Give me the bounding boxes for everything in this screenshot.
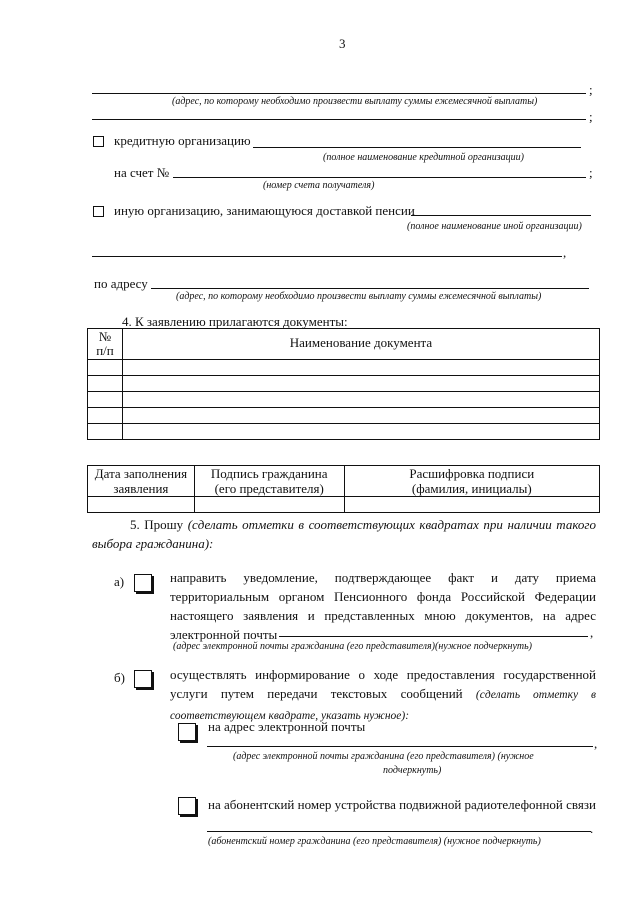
option-b-line3-text: соответствующем квадрате, указать нужное): bbox=[170, 710, 410, 722]
table-row[interactable] bbox=[88, 497, 600, 513]
sub2-checkbox[interactable] bbox=[178, 797, 196, 815]
address-semicolon-2: ; bbox=[589, 109, 593, 124]
other-org-comma: , bbox=[563, 245, 567, 260]
request-lead-italic2: выбора гражданина): bbox=[92, 536, 214, 551]
option-a-line1: направить уведомление, подтверждающее факт и дату приема bbox=[170, 570, 596, 585]
documents-header-num-line2: п/п bbox=[96, 343, 114, 358]
other-org-line[interactable] bbox=[411, 215, 591, 216]
sub1-caption-1: (адрес электронной почты гражданина (его представителя) (нужное bbox=[233, 751, 534, 762]
credit-org-caption: (полное наименование кредитной организации) bbox=[323, 152, 524, 163]
option-a-line3: настоящего заявления и представленных мною документов, на адрес bbox=[170, 608, 596, 623]
address2-caption: (адрес, по которому необходимо произвести выплату суммы ежемесячной выплаты) bbox=[176, 291, 542, 302]
documents-table bbox=[87, 328, 600, 440]
sub1-caption-2: подчеркнуть) bbox=[383, 765, 442, 776]
signature-header-name-line2: (фамилия, инициалы) bbox=[411, 481, 532, 496]
signature-header-name-line1: Расшифровка подписи bbox=[409, 466, 535, 481]
credit-org-line[interactable] bbox=[253, 147, 581, 148]
table-cell[interactable] bbox=[122, 424, 599, 440]
signature-cell[interactable] bbox=[194, 497, 344, 513]
address2-line[interactable] bbox=[151, 288, 589, 289]
other-org-caption: (полное наименование иной организации) bbox=[407, 221, 582, 232]
option-b-line2 bbox=[170, 684, 596, 705]
sub2-line[interactable] bbox=[207, 831, 591, 832]
signature-header-name bbox=[344, 466, 599, 497]
signature-header-date bbox=[88, 466, 195, 497]
option-b-line2b: (сделать отметку в bbox=[475, 689, 596, 701]
signature-header-sign-line1: Подпись гражданина bbox=[210, 466, 328, 481]
option-a-email-line[interactable] bbox=[279, 636, 588, 637]
table-row[interactable] bbox=[88, 392, 600, 408]
account-semicolon: ; bbox=[589, 165, 593, 180]
request-lead bbox=[130, 517, 596, 533]
request-lead-line1 bbox=[130, 517, 596, 533]
table-cell[interactable] bbox=[88, 408, 123, 424]
account-caption: (номер счета получателя) bbox=[263, 180, 375, 191]
option-b-text bbox=[170, 665, 596, 726]
address2-label: по адресу bbox=[94, 276, 148, 291]
option-a-marker: а) bbox=[114, 574, 125, 589]
table-cell[interactable] bbox=[88, 424, 123, 440]
signature-table bbox=[87, 465, 600, 513]
table-row[interactable] bbox=[88, 360, 600, 376]
request-lead-line2 bbox=[92, 536, 213, 552]
option-a-caption: (адрес электронной почты гражданина (его представителя)(нужное подчеркнуть) bbox=[173, 641, 533, 652]
sub1-comma: , bbox=[594, 736, 598, 751]
table-cell[interactable] bbox=[88, 392, 123, 408]
credit-org-label: кредитную организацию bbox=[114, 133, 251, 148]
sub1-line[interactable] bbox=[207, 746, 593, 747]
table-cell[interactable] bbox=[88, 360, 123, 376]
address-line-1[interactable] bbox=[92, 93, 586, 94]
table-cell[interactable] bbox=[122, 360, 599, 376]
documents-heading: 4. К заявлению прилагаются документы: bbox=[122, 314, 348, 329]
table-row[interactable] bbox=[88, 376, 600, 392]
table-cell[interactable] bbox=[88, 376, 123, 392]
documents-header-num bbox=[88, 329, 123, 360]
other-org-label: иную организацию, занимающуюся доставкой пенсии bbox=[114, 203, 415, 218]
credit-org-checkbox[interactable] bbox=[93, 136, 104, 147]
page-number: 3 bbox=[339, 36, 346, 51]
documents-header-name: Наименование документа bbox=[122, 329, 599, 360]
signature-header-date-line2: заявления bbox=[113, 481, 169, 496]
option-a-line2: территориальным органом Пенсионного фонда Российской Федерации bbox=[170, 589, 596, 604]
sub2-label: на абонентский номер устройства подвижной радиотелефонной связи bbox=[208, 797, 596, 812]
other-org-checkbox[interactable] bbox=[93, 206, 104, 217]
option-b-marker: б) bbox=[114, 670, 125, 685]
option-a-checkbox[interactable] bbox=[134, 574, 152, 592]
sub1-checkbox[interactable] bbox=[178, 723, 196, 741]
other-org-line-2[interactable] bbox=[92, 256, 562, 257]
signature-header-sign bbox=[194, 466, 344, 497]
option-b-checkbox[interactable] bbox=[134, 670, 152, 688]
request-lead-text: 5. Прошу bbox=[130, 517, 184, 532]
documents-header-num-line1: № bbox=[98, 329, 112, 344]
option-b-line1: осуществлять информирование о ходе предоставления государственной bbox=[170, 667, 596, 682]
signature-header-date-line1: Дата заполнения bbox=[94, 466, 188, 481]
option-a-text bbox=[170, 568, 596, 644]
option-a-line4: электронной почты bbox=[170, 627, 278, 642]
table-cell[interactable] bbox=[122, 376, 599, 392]
table-cell[interactable] bbox=[122, 392, 599, 408]
account-label: на счет № bbox=[114, 165, 170, 180]
address-line-2[interactable] bbox=[92, 119, 586, 120]
name-cell[interactable] bbox=[344, 497, 599, 513]
sub1-label: на адрес электронной почты bbox=[208, 719, 366, 734]
table-cell[interactable] bbox=[122, 408, 599, 424]
sub2-dot: . bbox=[590, 821, 594, 836]
date-cell[interactable] bbox=[88, 497, 195, 513]
address-semicolon: ; bbox=[589, 82, 593, 97]
option-a-comma: , bbox=[590, 625, 594, 640]
option-b-line2a: услуги путем передачи текстовых сообщений bbox=[170, 686, 463, 701]
signature-header-sign-line2: (его представителя) bbox=[214, 481, 324, 496]
account-line[interactable] bbox=[173, 177, 586, 178]
request-lead-italic: (сделать отметки в соответствующих квадратах при наличии такого bbox=[187, 517, 596, 532]
address-caption: (адрес, по которому необходимо произвести выплату суммы ежемесячной выплаты) bbox=[172, 96, 538, 107]
table-row[interactable] bbox=[88, 424, 600, 440]
sub2-caption: (абонентский номер гражданина (его представителя) (нужное подчеркнуть) bbox=[208, 836, 541, 847]
table-row[interactable] bbox=[88, 408, 600, 424]
